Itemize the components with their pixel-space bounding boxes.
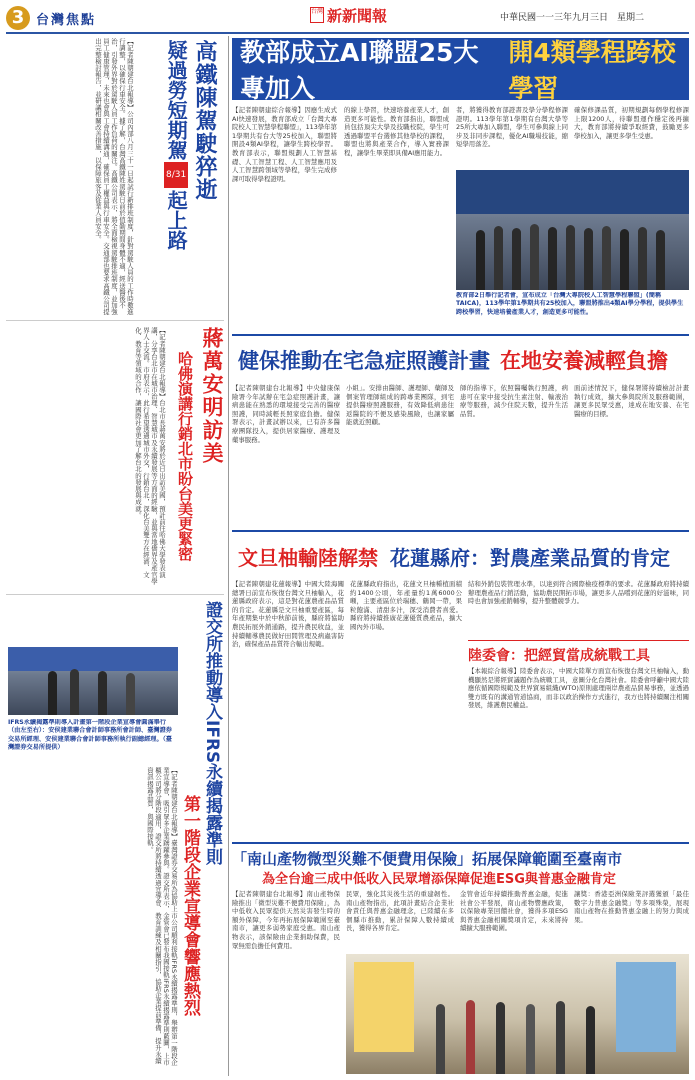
ifrs-photo-backdrop bbox=[8, 647, 178, 671]
person-figure bbox=[548, 227, 557, 290]
story-ai-headline-b: 開4類學程跨校學習 bbox=[508, 38, 676, 103]
story-mac-headline: 陸委會：把經貿當成統戰工具 bbox=[468, 648, 650, 664]
story-ai-col4: 確保修課品質，初期規劃每個學程修課上限1200人，待聯盟運作穩定後再擴大，教育部將持續爭取經費，鼓勵更多學校加入，讓更多學生受惠。 bbox=[574, 106, 689, 140]
issue-date: 中華民國一一三年九月三日 星期二 bbox=[500, 13, 645, 23]
story-insurance-headline-a: 「南山產物微型災難不便費用保險」拓展保障範圍至臺南市 bbox=[232, 850, 623, 868]
person-figure bbox=[494, 226, 503, 290]
story-ifrs bbox=[6, 594, 224, 1074]
story-homecare bbox=[232, 334, 689, 524]
story-mac bbox=[468, 640, 689, 836]
story-homecare-col3: 師的指導下，依照醫囑執行照護，病患可在家中接受抗生素注射、輸液治療等服務，減少住院天數，提升生活品質。 bbox=[460, 384, 568, 418]
story-ai-headline-a: 教部成立AI聯盟25大專加入 bbox=[240, 38, 479, 103]
story-mac-body: 【本報綜合報導】陸委會表示，中國大陸單方面宣布恢復台灣文旦柚輸入，動機顯然是將經貿議題作為統戰工具，意圖分化台灣社會。陸委會呼籲中國大陸應依循國際規範及世界貿易組織(WTO)原則處理兩岸農產品貿易事務，並透過雙方既有的溝通管道協商，而非以政治操作方式進行，我方也將持續關注相關發展，維護農民權益。 bbox=[468, 667, 689, 710]
person-figure bbox=[496, 1002, 505, 1074]
story-pomelo-headline bbox=[232, 538, 689, 574]
person-figure bbox=[556, 1001, 565, 1074]
person-figure bbox=[584, 228, 593, 290]
story-ai-photo bbox=[456, 170, 689, 290]
story-homecare-col2: 小組」。安排由醫師、護理師、藥師及個案管理師組成的跨專業團隊，到宅提供醫療照護服務，有效降低病患往返醫院的不便及感染風險，也讓家屬能就近照顧。 bbox=[346, 384, 454, 427]
story-ai-caption: 教育部2日舉行記者會，宣布成立「台灣大專院校人工智慧學程聯盟」(簡稱TAICA)，113學年第1學期共有25校加入，聯盟將推出4類AI學分學程，提供學生跨校學習，快速培養產業人才，創造更多可能性。 bbox=[456, 292, 684, 316]
seal-icon: 台灣 bbox=[310, 7, 324, 23]
story-hsr bbox=[6, 38, 224, 320]
promo-banner bbox=[616, 962, 676, 1052]
person-figure bbox=[436, 1004, 445, 1074]
story-ifrs-headline-b: 第一階段企業宣導會響應熱烈 bbox=[180, 795, 200, 1016]
story-ai-headline-bar bbox=[232, 38, 689, 103]
story-insurance-photo bbox=[346, 954, 689, 1074]
story-insurance-col3: 金管會近年持續推動普惠金融，促進社會公平發展，南山產物響應政策，以保險專業回饋社會，獲得多項ESG與普惠金融相關獎項肯定，未來將持續擴大服務範圍。 bbox=[460, 890, 568, 933]
person-figure bbox=[512, 228, 521, 290]
person-figure bbox=[586, 1006, 595, 1074]
person-figure bbox=[70, 669, 79, 715]
person-figure bbox=[476, 230, 485, 290]
story-mayor-headline: 蔣萬安明訪美 bbox=[200, 327, 224, 465]
story-ai-col3: 者，將獲得教育部證書及學分學程修課證明。113學年第1學期有台灣大學等25所大專加入聯盟，學生可參與線上同步及非同步課程，優化AI職場技能，縮短學用落差。 bbox=[456, 106, 568, 149]
story-mayor bbox=[6, 320, 224, 592]
person-figure bbox=[656, 230, 665, 290]
story-homecare-headline-b: 在地安養減輕負擔 bbox=[500, 349, 668, 373]
story-insurance-col4: 讓獎：香港亞洲保險業評選獲頒「最佳數字力普惠金融獎」等多項殊榮，展現南山產物在推動普惠金融上的努力與成果。 bbox=[574, 890, 689, 924]
story-ifrs-body: 【記者陳朝建台北報導】臺灣證券交易所為協助上市公司順利接軌IFRS永續揭露準則，舉辦第一階段企業宣導會，吸引眾多企業踴躍參與。證交所表示，金管會已發布我國接軌IFRS永續揭露準則藍圖，上市櫃公司將分階段適用，證交所將持續透過宣導會、教育訓練及相關指引，協助企業提前準備，提升永續資訊揭露品質，與國際接軌。 bbox=[146, 767, 178, 1066]
story-insurance bbox=[232, 842, 689, 1076]
story-ai-col2: 的線上學習，快速培養產業人才，創造更多可能性。教育部指出，聯盟成員包括頂尖大學及技職校院，學生可透過聯盟平台選修其他學校的課程，聯盟也將與產業合作，導入實務課程，讓學生畢業即具備AI應用能力。 bbox=[344, 106, 449, 157]
column-divider bbox=[228, 36, 229, 1076]
person-figure bbox=[526, 1004, 535, 1074]
story-pomelo-col3: 結和外銷包裝管理水準，以達到符合國際檢疫標準的要求。花蓮縣政府將持續辦理農產品行銷活動，協助農民開拓市場，讓更多人品嚐到花蓮的好滋味，同時也會加強產銷輔導，提升整體競爭力。 bbox=[468, 580, 689, 606]
story-ai bbox=[232, 38, 689, 328]
story-pomelo-headline-a: 文旦柚輸陸解禁 bbox=[238, 545, 378, 570]
person-figure bbox=[126, 673, 135, 715]
person-figure bbox=[638, 227, 647, 290]
person-figure bbox=[530, 224, 539, 290]
story-pomelo bbox=[232, 530, 689, 838]
person-figure bbox=[98, 671, 107, 715]
ai-photo-backdrop bbox=[456, 170, 689, 214]
story-homecare-headline bbox=[232, 340, 689, 380]
page-number: 3 bbox=[6, 6, 30, 30]
story-pomelo-col1: 【記者陳朝建花蓮報導】中國大陸海關總署日前宣布恢復台灣文旦柚輸入，花蓮縣政府表示，這是對花蓮農產品品質的肯定。花蓮縣是文旦柚重要產區，每年產期集中於中秋節前後，縣府將協助農民拓展外銷通路，提升農民收益，並持續輔導農民做好田間管理及病蟲害防治，確保產品品質符合輸出規範。 bbox=[232, 580, 344, 649]
story-mayor-subheadline: 哈佛演講行銷北市盼台美更緊密 bbox=[176, 351, 194, 561]
story-insurance-col1: 【記者陳朝建台北報導】南山產物保險推出「微型災難不便費用保險」，為中低收入民眾提供天然災害發生時的額外保障，今年再拓展保障範圍至臺南市，讓更多弱勢家庭受惠。南山產物表示，該保險由企業捐助保費，民眾無需負擔任何費用。 bbox=[232, 890, 340, 950]
story-hsr-headline-tail: 起上路 bbox=[164, 190, 189, 250]
story-insurance-headline-b: 為全台逾三成中低收入民眾增添保障促進ESG與普惠金融肯定 bbox=[262, 872, 616, 887]
logo-text: 新新聞報 bbox=[327, 6, 388, 25]
story-ifrs-headline-a: 證交所推動導入IFRS永續揭露準則 bbox=[202, 601, 222, 866]
story-ai-col1: 【記者陳朝建綜合報導】因應生成式AI快速發展，教育部成立「台灣大專院校人工智慧學程聯盟」，113學年第1學期共有台大等25校加入，聯盟將開設4類AI學程，讓學生跨校學習。教育部表示，聯盟規劃人工智慧基礎、人工智慧工程、人工智慧應用及人工智慧跨領域等學程，學生完成修課可取得學程證明。 bbox=[232, 106, 337, 183]
story-pomelo-col2: 花蓮縣政府指出，花蓮文旦柚種植面積約1400公頃，年產量約1萬6000公噸，主要產區位於瑞穗、鶴岡一帶，果粒飽滿、清甜多汁，深受消費者喜愛。縣府將持續推廣花蓮優質農產品，擴大國內外市場。 bbox=[350, 580, 462, 631]
ifrs-photo bbox=[8, 647, 178, 715]
story-homecare-headline-a: 健保推動在宅急症照護計畫 bbox=[238, 349, 490, 373]
ifrs-photo-caption: IFRS永續揭露準則導入計畫第一階段企業宣導會圓滿舉行（由左至右）：安侯建業聯合會計師事務所會計師、臺灣證券交易所經理、安侯建業聯合會計師事務所執行副總經理。（臺灣證券交易所提供） bbox=[8, 719, 172, 752]
story-hsr-headline-2: 疑過勞短期駕 bbox=[164, 40, 189, 160]
story-hsr-headline-2-wrap bbox=[164, 40, 188, 318]
story-homecare-col4: 面前述情況下，健保署將持續檢討計畫執行成效，擴大參與院所及服務範圍，讓更多民眾受惠，達成在地安養、在宅醫療的目標。 bbox=[574, 384, 689, 418]
person-figure bbox=[566, 225, 575, 290]
section-title: 台灣焦點 bbox=[36, 13, 97, 28]
story-hsr-headline-1: 高鐵陳駕駛猝逝 bbox=[192, 40, 217, 201]
story-insurance-col2: 民眾，強化其災後生活的重建韌性。南山產物指出，此項計畫結合企業社會責任與普惠金融理念，已陸續在多個縣市推動，累計保障人數持續成長，獲得各界肯定。 bbox=[346, 890, 454, 933]
newspaper-logo bbox=[310, 4, 387, 26]
person-figure bbox=[602, 226, 611, 290]
promo-banner bbox=[354, 962, 414, 1052]
person-figure bbox=[48, 671, 57, 715]
story-pomelo-headline-b: 花蓮縣府：對農產業品質的肯定 bbox=[390, 545, 670, 570]
person-figure bbox=[466, 1000, 475, 1074]
person-figure bbox=[620, 229, 629, 290]
story-hsr-date-badge: 8/31 bbox=[164, 162, 188, 188]
story-homecare-col1: 【記者陳朝建台北報導】中央健康保險署今年試辦在宅急症照護計畫，讓病患能在熟悉的環境接受完善的醫療照護，同時減輕長照家庭負擔。健保署表示，計畫試辦以來，已有許多醫療團隊投入，提供居家醫療、護理及藥事服務。 bbox=[232, 384, 340, 444]
story-mayor-body: 【記者陳朝建台北報導】台北市長蔣萬安將於近日出訪美國，預計前往哈佛大學發表演講，分享台北市在城市治理、智慧城市及永續發展等方面的經驗，並與當地僑界及產官學界人士交流。市府表示，此行希望透過城市外交，行銷台北，深化台美雙方在經濟、文化、教育等領域的合作，讓國際社會更加了解台北的發展與成就。 bbox=[134, 327, 166, 585]
story-hsr-body: 【記者陳朝建台北報導】公司內部八月三十一日起試行新排班制度，針對駕駛人員的工作時數進行調整，以確保行車安全。據了解，台灣高鐵陳姓駕駛日前於值勤期間身體不適，經送醫後不治，引發外界對於駕駛人員工作負荷的關注。高鐵公司表示，將全面檢視駕駛排班制度，並加強員工健康管理，未來也會與工會持續溝通，確保員工權益與行車安全。交通部也要求高鐵公司提出完整檢討報告，並研議相關改善措施，以保障旅客及從業人員安全。 bbox=[94, 38, 134, 316]
